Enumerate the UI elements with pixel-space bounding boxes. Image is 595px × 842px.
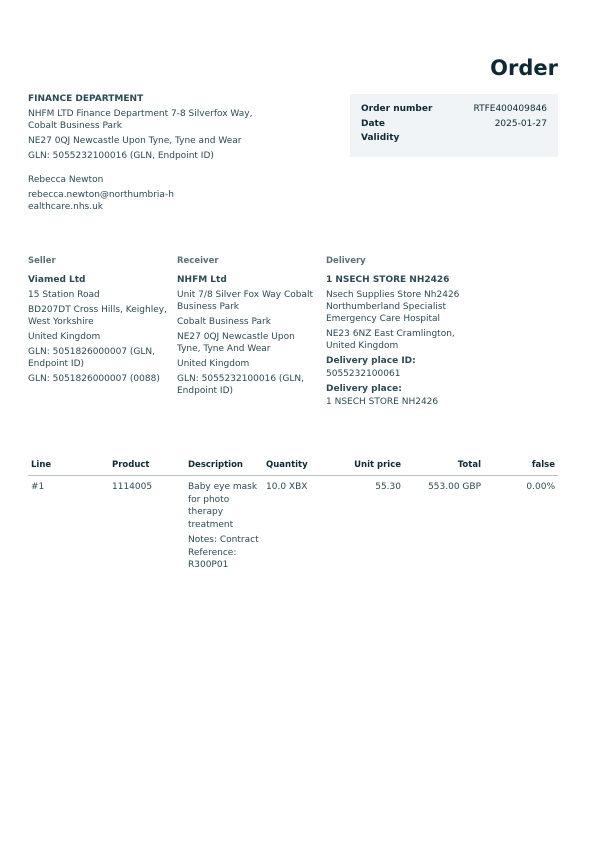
date-row — [361, 119, 547, 134]
header-total: Total — [404, 459, 484, 476]
receiver-street2: Cobalt Business Park — [177, 317, 271, 327]
cell-quantity: 10.0 XBX — [266, 482, 308, 492]
header-product: Product — [109, 459, 185, 476]
delivery-city: NE23 6NZ East Cramlington, United Kingdom — [326, 329, 455, 351]
table-row — [28, 476, 558, 572]
seller-heading: Seller — [28, 256, 56, 266]
buyer-gln: GLN: 5055232100016 (GLN, Endpoint ID) — [28, 151, 214, 161]
document-title: Order — [490, 56, 558, 80]
date-value: 2025-01-27 — [494, 118, 547, 129]
receiver-gln: GLN: 5055232100016 (GLN, Endpoint ID) — [177, 374, 305, 396]
seller-name: Viamed Ltd — [28, 275, 86, 285]
cell-product: 1114005 — [112, 482, 153, 492]
cell-unit-price: 55.30 — [375, 482, 401, 492]
date-label: Date — [361, 118, 385, 129]
header-description: Description — [185, 459, 263, 476]
order-number-row — [361, 104, 547, 119]
header-line: Line — [28, 459, 109, 476]
cell-total: 553.00 GBP — [428, 482, 481, 492]
order-info-box — [350, 94, 558, 157]
receiver-street: Unit 7/8 Silver Fox Way Cobalt Business Park — [177, 290, 314, 312]
order-lines-table — [28, 459, 558, 572]
table-header-row — [28, 459, 558, 476]
delivery-place-id: 5055232100061 — [326, 369, 401, 379]
delivery-name: 1 NSECH STORE NH2426 — [326, 275, 450, 285]
seller-city: BD207DT Cross Hills, Keighley, West Yorkshire — [28, 305, 167, 327]
validity-row — [361, 133, 547, 148]
receiver-block — [177, 255, 317, 400]
buyer-contact-email: rebecca.newton@northumbria-healthcare.nhs.uk — [28, 190, 174, 212]
receiver-country: United Kingdom — [177, 359, 250, 369]
seller-country: United Kingdom — [28, 332, 101, 342]
item-notes: Notes: Contract Reference: R300P01 — [188, 535, 259, 570]
receiver-name: NHFM Ltd — [177, 275, 227, 285]
seller-gln-0088: GLN: 5051826000007 (0088) — [28, 374, 160, 384]
seller-gln-endpoint: GLN: 5051826000007 (GLN, Endpoint ID) — [28, 347, 156, 369]
cell-description — [185, 476, 263, 572]
delivery-place: 1 NSECH STORE NH2426 — [326, 397, 439, 407]
cell-line: #1 — [31, 482, 45, 492]
order-number-value: RTFE400409846 — [473, 104, 547, 114]
order-number-label: Order number — [361, 104, 433, 114]
delivery-block — [326, 255, 466, 411]
seller-block — [28, 255, 168, 388]
receiver-heading: Receiver — [177, 256, 219, 266]
cell-extra: 0.00% — [526, 482, 555, 492]
delivery-street: Nsech Supplies Store Nh2426 Northumberland Specialist Emergency Care Hospital — [326, 290, 460, 324]
receiver-city: NE27 0QJ Newcastle Upon Tyne, Tyne And Wear — [177, 332, 295, 354]
buyer-block — [28, 93, 253, 216]
header-quantity: Quantity — [263, 459, 323, 476]
seller-street: 15 Station Road — [28, 290, 100, 300]
buyer-department: FINANCE DEPARTMENT — [28, 94, 144, 104]
delivery-heading: Delivery — [326, 256, 366, 266]
header-extra: false — [484, 459, 558, 476]
validity-label: Validity — [361, 133, 400, 143]
buyer-address-line1: NHFM LTD Finance Department 7-8 Silverfox Way, Cobalt Business Park — [28, 109, 253, 131]
buyer-contact-name: Rebecca Newton — [28, 175, 104, 185]
delivery-place-label: Delivery place: — [326, 384, 402, 394]
header-unit-price: Unit price — [323, 459, 404, 476]
buyer-address-line2: NE27 0QJ Newcastle Upon Tyne, Tyne and Wear — [28, 136, 242, 146]
delivery-place-id-label: Delivery place ID: — [326, 356, 416, 366]
item-description: Baby eye mask for photo therapy treatment — [188, 482, 258, 530]
